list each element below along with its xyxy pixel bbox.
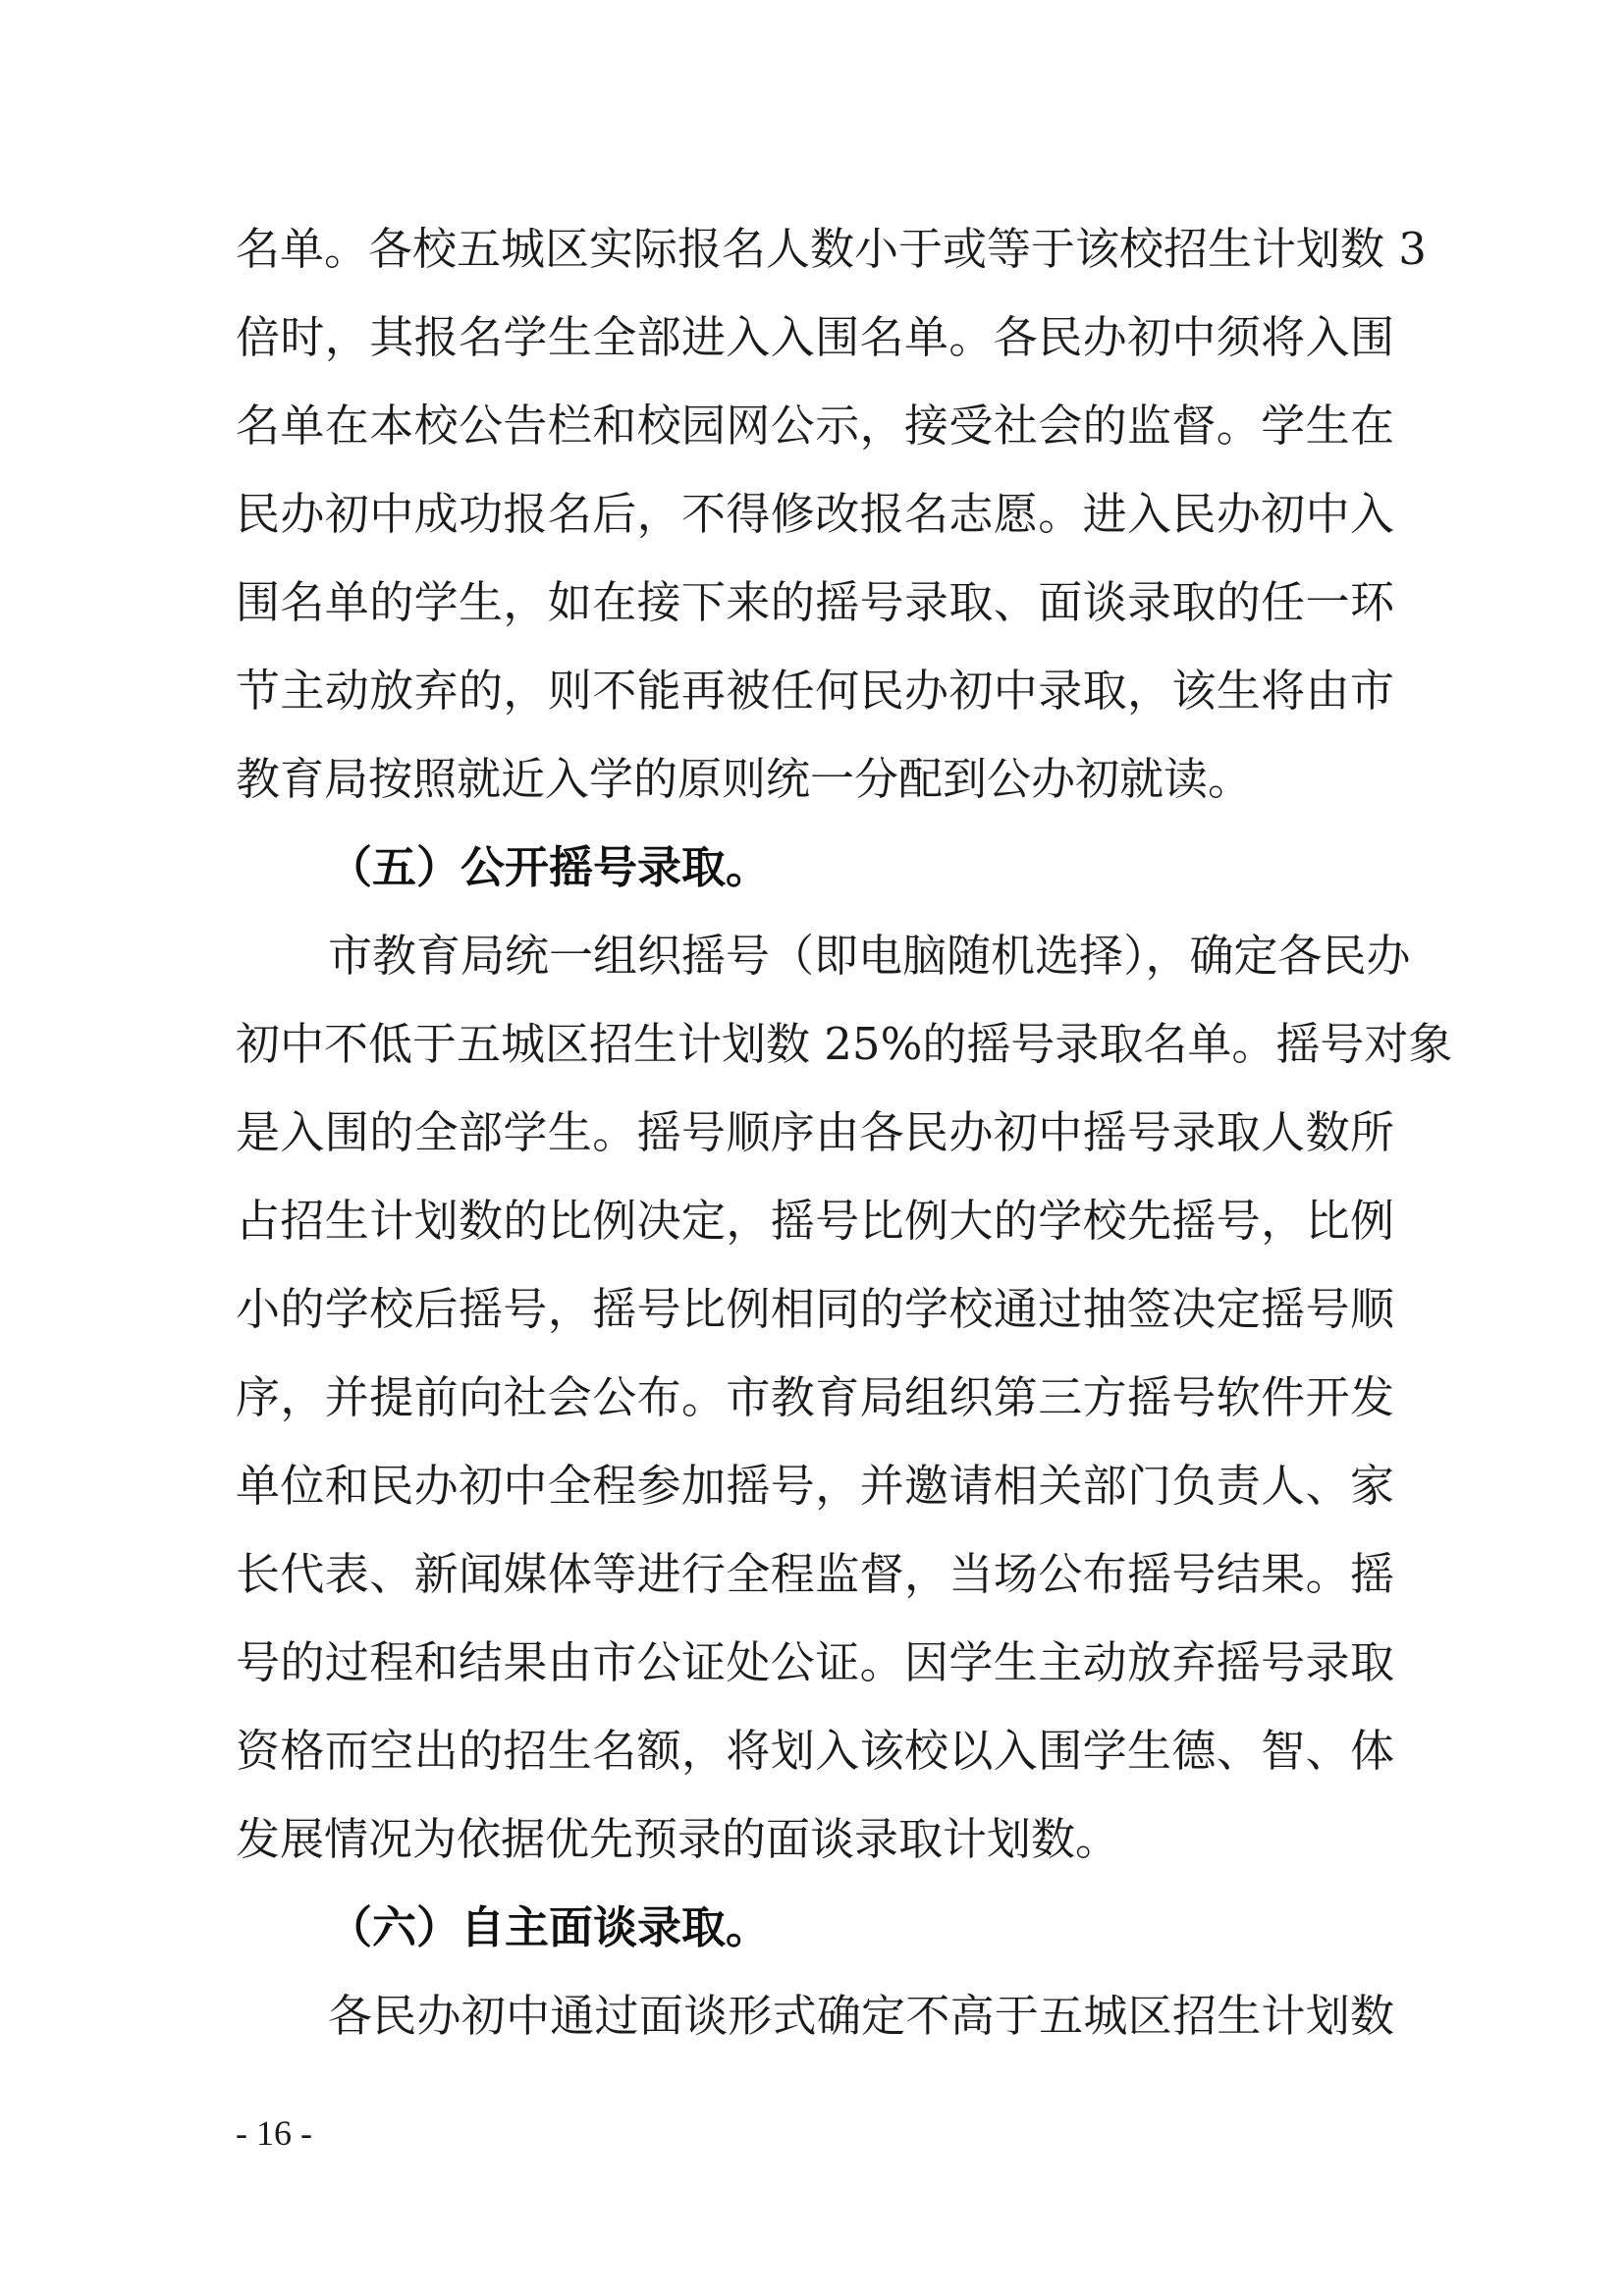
paragraph-1-line-3: 名单在本校公告栏和校园网公示，接受社会的监督。学生在 (236, 400, 1394, 452)
paragraph-2-line-9: 号的过程和结果由市公证处公证。因学生主动放弃摇号录取 (236, 1636, 1394, 1688)
paragraph-1-line-7: 教育局按照就近入学的原则统一分配到公办初就读。 (236, 753, 1253, 805)
page-number: - 16 - (236, 2113, 312, 2153)
paragraph-2-line-2: 初中不低于五城区招生计划数 25%的摇号录取名单。摇号对象 (236, 1018, 1453, 1070)
paragraph-2-line-10: 资格而空出的招生名额，将划入该校以入围学生德、智、体 (236, 1725, 1394, 1777)
paragraph-2-line-3: 是入围的全部学生。摇号顺序由各民办初中摇号录取人数所 (236, 1106, 1394, 1158)
paragraph-2-line-1: 市教育局统一组织摇号（即电脑随机选择），确定各民办 (328, 930, 1411, 982)
paragraph-1-line-5: 围名单的学生，如在接下来的摇号录取、面谈录取的任一环 (236, 576, 1394, 628)
paragraph-2-line-7: 单位和民办初中全程参加摇号，并邀请相关部门负责人、家 (236, 1460, 1394, 1512)
paragraph-2-line-11: 发展情况为依据优先预录的面谈录取计划数。 (236, 1813, 1120, 1865)
paragraph-1-line-4: 民办初中成功报名后，不得修改报名志愿。进入民办初中入 (236, 488, 1394, 540)
paragraph-2-line-6: 序，并提前向社会公布。市教育局组织第三方摇号软件开发 (236, 1371, 1394, 1423)
paragraph-1-line-2: 倍时，其报名学生全部进入入围名单。各民办初中须将入围 (236, 311, 1394, 363)
paragraph-3-line-1: 各民办初中通过面谈形式确定不高于五城区招生计划数 (328, 1990, 1394, 2042)
paragraph-2-line-4: 占招生计划数的比例决定，摇号比例大的学校先摇号，比例 (236, 1195, 1394, 1247)
paragraph-2-line-5: 小的学校后摇号，摇号比例相同的学校通过抽签决定摇号顺 (236, 1283, 1394, 1335)
section-heading-6: （六）自主面谈录取。 (328, 1901, 771, 1953)
paragraph-1-line-1: 名单。各校五城区实际报名人数小于或等于该校招生计划数 3 (236, 223, 1427, 275)
paragraph-2-line-8: 长代表、新闻媒体等进行全程监督，当场公布摇号结果。摇 (236, 1548, 1394, 1600)
paragraph-1-line-6: 节主动放弃的，则不能再被任何民办初中录取，该生将由市 (236, 665, 1394, 717)
section-heading-5: （五）公开摇号录取。 (328, 841, 771, 893)
